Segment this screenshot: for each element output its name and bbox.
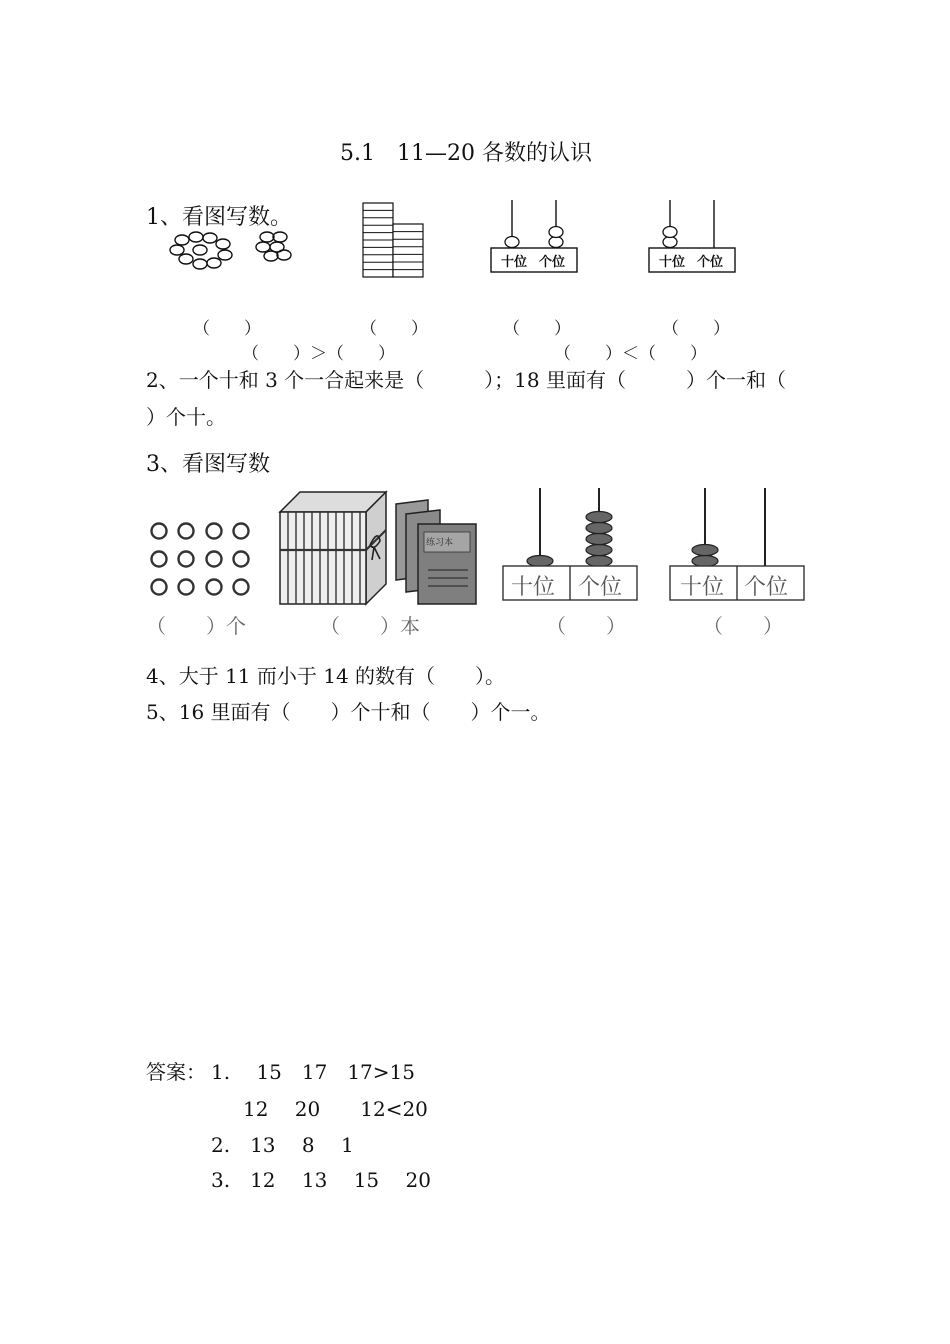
q1-blank-4[interactable]: （ ） xyxy=(662,319,730,339)
q1-compare-right[interactable]: （ ）＜（ ） xyxy=(554,344,707,364)
answers-label: 答案： xyxy=(146,1060,206,1084)
abacus-b-tens-label: 十位 xyxy=(659,255,686,270)
q1-blank-1[interactable]: （ ） xyxy=(193,319,261,339)
abacus-d-ones-label: 个位 xyxy=(744,575,789,600)
q3-caption-3[interactable]: （ ） xyxy=(546,614,626,638)
answer-line-4: 3. 12 13 15 20 xyxy=(211,1168,431,1192)
q2-line1: 2、一个十和 3 个一合起来是（ ）；18 里面有（ ）个一和（ xyxy=(146,368,786,392)
book-cover-text: 练习本 xyxy=(426,538,454,548)
stack-figure xyxy=(362,202,424,278)
q3-label: 3、看图写数 xyxy=(146,452,270,477)
answer-line-2: 12 20 12<20 xyxy=(243,1097,428,1121)
abacus-a-tens-label: 十位 xyxy=(501,255,528,270)
abacus-b-ones-label: 个位 xyxy=(697,255,724,270)
q2-line2: ）个十。 xyxy=(146,405,226,429)
circle-grid-figure xyxy=(148,520,254,600)
abacus-c-ones-label: 个位 xyxy=(578,575,623,600)
q3-caption-2[interactable]: （ ）本 xyxy=(320,614,420,638)
answer-line-3: 2. 13 8 1 xyxy=(211,1133,354,1157)
q1-compare-left[interactable]: （ ）＞（ ） xyxy=(242,344,395,364)
abacus-a-ones-label: 个位 xyxy=(539,255,566,270)
q5-text: 5、16 里面有（ ）个十和（ ）个一。 xyxy=(146,700,551,724)
abacus-d-tens-label: 十位 xyxy=(680,575,725,600)
q4-text: 4、大于 11 而小于 14 的数有（ ）。 xyxy=(146,664,506,688)
q1-blank-3[interactable]: （ ） xyxy=(503,319,571,339)
abacus-c-tens-label: 十位 xyxy=(511,575,556,600)
q3-caption-1[interactable]: （ ）个 xyxy=(146,614,246,638)
q3-caption-4[interactable]: （ ） xyxy=(703,614,783,638)
q1-label: 1、看图写数。 xyxy=(146,205,292,230)
q1-blank-2[interactable]: （ ） xyxy=(360,319,428,339)
book-bundle-figure xyxy=(278,490,478,608)
page-title: 5.1 11—20 各数的认识 xyxy=(340,141,592,166)
oval-cluster-figure xyxy=(170,228,300,273)
answer-line-1: 1. 15 17 17>15 xyxy=(211,1060,415,1084)
